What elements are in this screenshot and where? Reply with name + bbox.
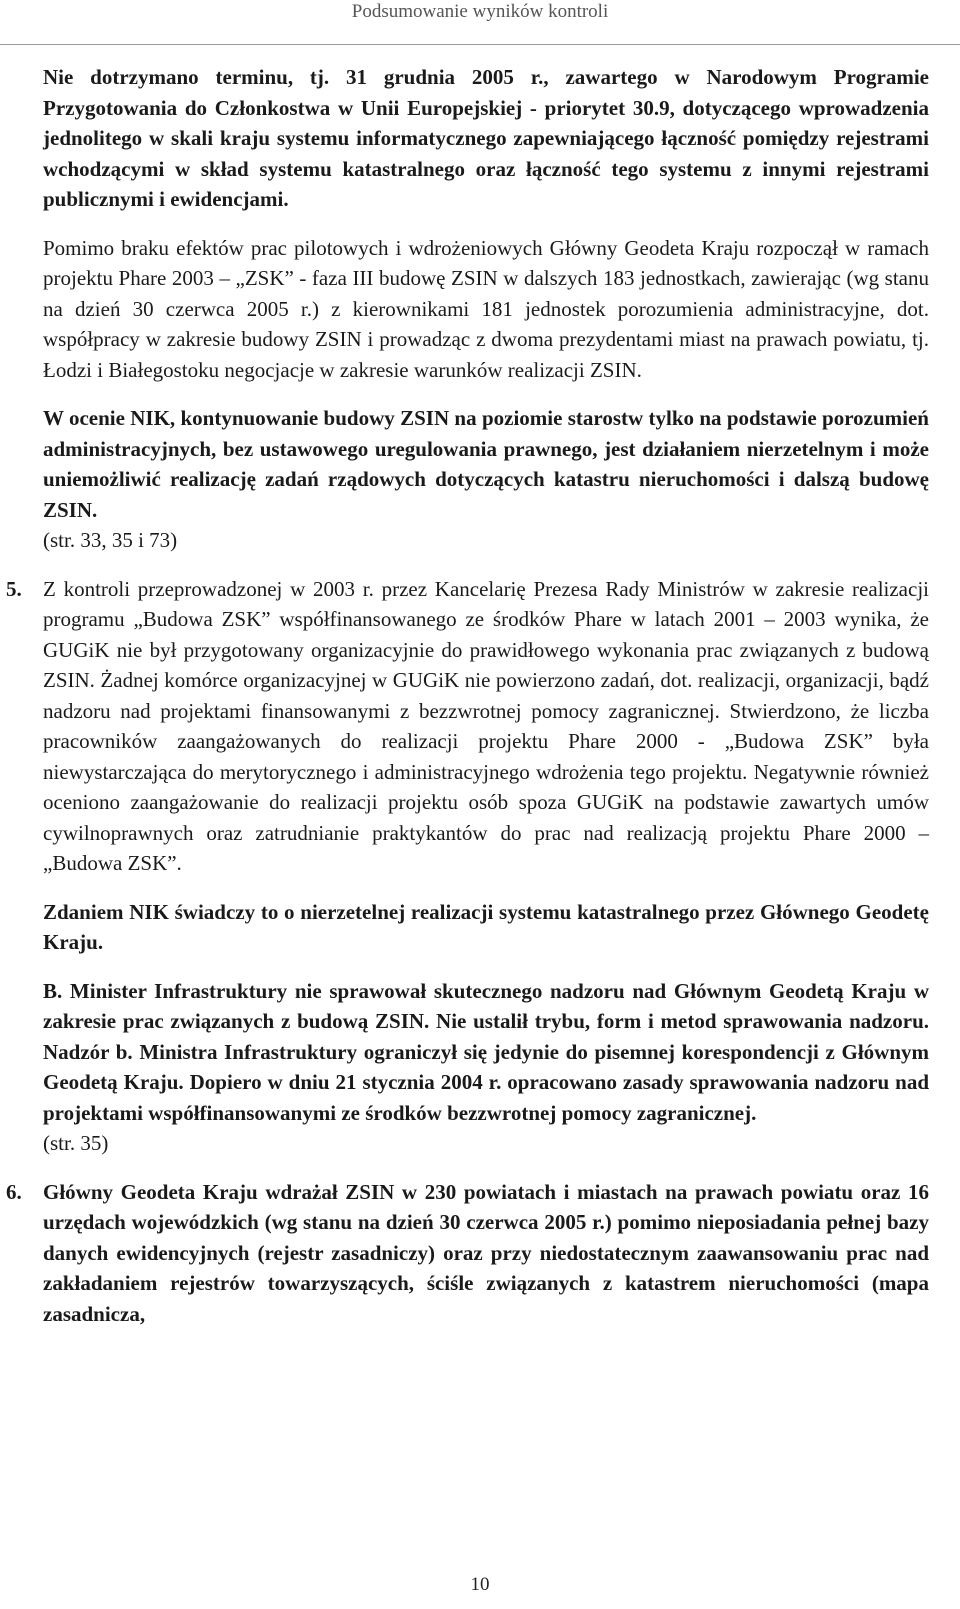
paragraph-nik-assessment: W ocenie NIK, kontynuowanie budowy ZSIN na poziomie starostw tylko na podstawie porozumień administracyjnych, bez ustawowego uregulowania prawnego, jest działaniem nierzetelnym i może uniemożliwić realizację zadań rządowych dotyczących katastru nieruchomości i dalszą budowę ZSIN. bbox=[43, 406, 929, 522]
item-number: 6. bbox=[6, 1179, 22, 1204]
page-reference: (str. 35) bbox=[43, 1131, 109, 1155]
page-header bbox=[0, 0, 960, 45]
paragraph-item-6: Główny Geodeta Kraju wdrażał ZSIN w 230 powiatach i miastach na prawach powiatu oraz 16 urzędach wojewódzkich (wg stanu na dzień 30 czerwca 2005 r.) pomimo nieposiadania pełnej bazy danych ewidencyjnych (rejestr zasadniczy) oraz przy niedostatecznym zaawansowaniu prac nad zakładaniem rejestrów towarzyszących, ściśle związanych z katastrem nieruchomości (mapa zasadnicza, bbox=[43, 1179, 929, 1326]
paragraph-pilot-works: Pomimo braku efektów prac pilotowych i wdrożeniowych Główny Geodeta Kraju rozpoczął w ramach projektu Phare 2003 – „ZSK” - faza III budowę ZSIN w dalszych 183 jednostkach, zawierając (wg stanu na dzień 30 czerwca 2005 r.) z kierownikami 181 jednostek porozumienia administracyjne, dot. współpracy w zakresie budowy ZSIN i prowadząc z dwoma prezydentami miast na prawach powiatu, tj. Łodzi i Białegostoku negocjacje w zakresie warunków realizacji ZSIN. bbox=[43, 235, 929, 382]
page-number: 10 bbox=[470, 1574, 490, 1595]
paragraph-minister-supervision: B. Minister Infrastruktury nie sprawował skutecznego nadzoru nad Głównym Geodetą Kraju w zakresie prac związanych z budową ZSIN. Nie ustalił trybu, form i metod sprawowania nadzoru. Nadzór b. Ministra Infrastruktury ograniczył się jedynie do pisemnej korespondencji z Głównym Geodetą Kraju. Dopiero w dniu 21 stycznia 2004 r. opracowano zasady sprawowania nadzoru nad projektami współfinansowanymi ze środków bezzwrotnej pomocy zagranicznej. bbox=[43, 978, 929, 1125]
document-body bbox=[6, 62, 929, 1347]
paragraph-deadline: Nie dotrzymano terminu, tj. 31 grudnia 2005 r., zawartego w Narodowym Programie Przygotowania do Członkostwa w Unii Europejskiej - priorytet 30.9, dotyczącego wprowadzenia jednolitego w skali kraju systemu informatycznego zapewniającego łączność pomiędzy rejestrami wchodzącymi w skład systemu katastralnego oraz łączność tego systemu z innymi rejestrami publicznymi i ewidencjami. bbox=[43, 65, 929, 211]
paragraph-item-5: Z kontroli przeprowadzonej w 2003 r. przez Kancelarię Prezesa Rady Ministrów w zakresie realizacji programu „Budowa ZSK” współfinansowanego ze środków Phare w latach 2001 – 2003 wynika, że GUGiK nie był przygotowany organizacyjnie do prawidłowego wykonania prac związanych z budową ZSIN. Żadnej komórce organizacyjnej w GUGiK nie powierzono zadań, dot. realizacji, organizacji, bądź nadzoru nad projektami finansowanymi z bezzwrotnej pomocy zagranicznej. Stwierdzono, że liczba pracowników zaangażowanych do realizacji projektu Phare 2000 - „Budowa ZSK” była niewystarczająca do merytorycznego i administracyjnego wdrożenia tego projektu. Negatywnie również oceniono zaangażowanie do realizacji projektu osób spoza GUGiK na podstawie zawartych umów cywilnoprawnych oraz zatrudnianie praktykantów do prac nad realizacją projektu Phare 2000 – „Budowa ZSK”. bbox=[43, 576, 929, 875]
numbered-item-5 bbox=[6, 574, 929, 879]
paragraph-nik-opinion: Zdaniem NIK świadczy to o nierzetelnej realizacji systemu katastralnego przez Głównego Geodetę Kraju. bbox=[43, 899, 929, 954]
item-number: 5. bbox=[6, 576, 22, 601]
numbered-item-6 bbox=[6, 1177, 929, 1330]
page-reference: (str. 33, 35 i 73) bbox=[43, 528, 178, 552]
header-title: Podsumowanie wyników kontroli bbox=[351, 1, 609, 22]
